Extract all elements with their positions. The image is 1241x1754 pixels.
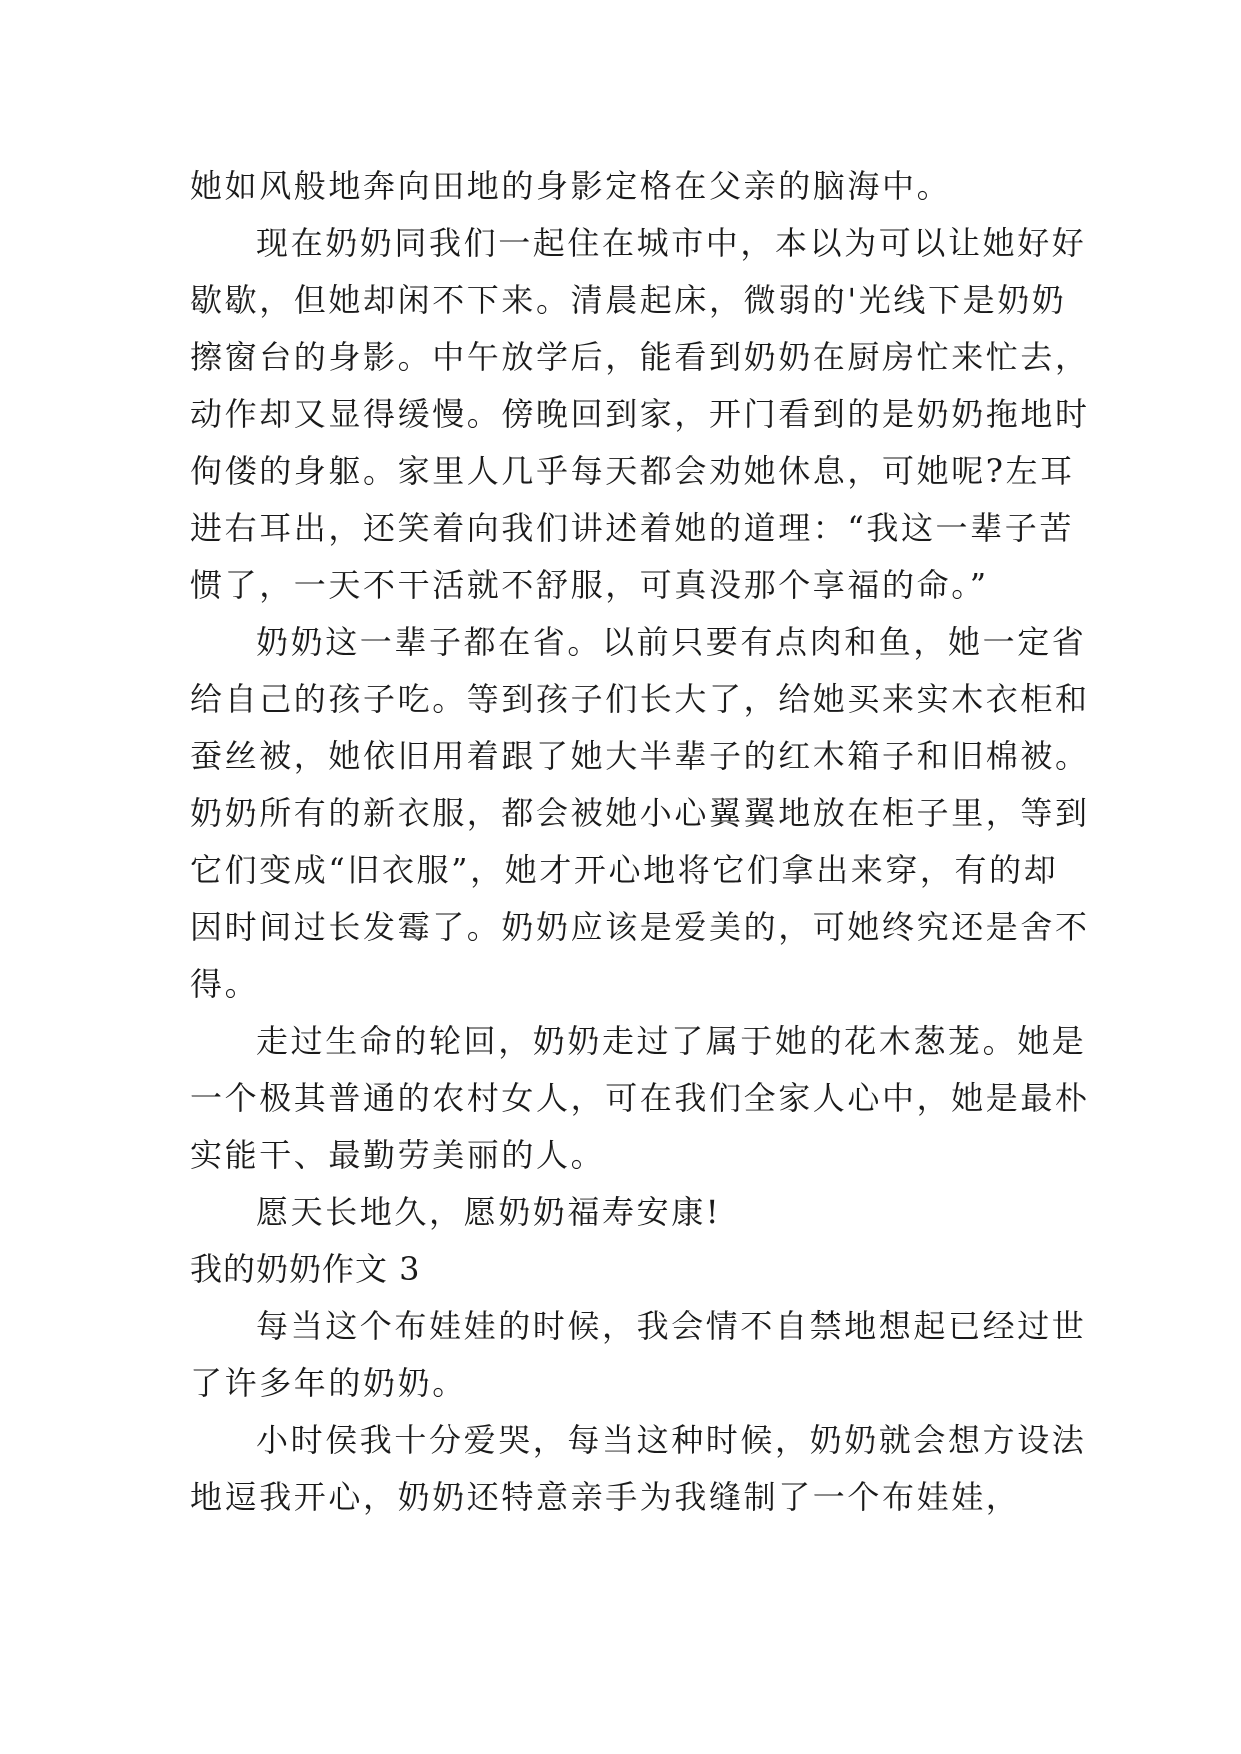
text-line: 她如风般地奔向田地的身影定格在父亲的脑海中。 <box>190 167 952 205</box>
text-line: 进右耳出，还笑着向我们讲述着她的道理：“我这一辈子苦 <box>190 509 1074 547</box>
paragraph-start-line: 现在奶奶同我们一起住在城市中，本以为可以让她好好 <box>256 224 1087 262</box>
paragraph-start-line: 小时侯我十分爱哭，每当这种时候，奶奶就会想方设法 <box>256 1421 1087 1459</box>
text-line: 蚕丝被，她依旧用着跟了她大半辈子的红木箱子和旧棉被。 <box>190 737 1090 775</box>
essay-body <box>190 158 1090 1526</box>
essay-title: 我的奶奶作文 3 <box>190 1250 421 1288</box>
text-line: 擦窗台的身影。中午放学后，能看到奶奶在厨房忙来忙去， <box>190 338 1090 376</box>
paragraph-start-line: 每当这个布娃娃的时候，我会情不自禁地想起已经过世 <box>256 1307 1087 1345</box>
text-line: 地逗我开心，奶奶还特意亲手为我缝制了一个布娃娃， <box>190 1478 1021 1516</box>
paragraph-start-line: 愿天长地久，愿奶奶福寿安康! <box>256 1193 722 1231</box>
text-line: 实能干、最勤劳美丽的人。 <box>190 1136 606 1174</box>
text-line: 佝偻的身躯。家里人几乎每天都会劝她休息，可她呢?左耳 <box>190 452 1075 490</box>
text-line: 动作却又显得缓慢。傍晚回到家，开门看到的是奶奶拖地时 <box>190 395 1090 433</box>
text-line: 给自己的孩子吃。等到孩子们长大了，给她买来实木衣柜和 <box>190 680 1090 718</box>
paragraph-start-line: 走过生命的轮回，奶奶走过了属于她的花木葱茏。她是 <box>256 1022 1087 1060</box>
text-line: 它们变成“旧衣服”，她才开心地将它们拿出来穿，有的却 <box>190 851 1059 889</box>
text-line: 歇歇，但她却闲不下来。清晨起床，微弱的'光线下是奶奶 <box>190 281 1067 319</box>
text-line: 因时间过长发霉了。奶奶应该是爱美的，可她终究还是舍不 <box>190 908 1090 946</box>
text-line: 一个极其普通的农村女人，可在我们全家人心中，她是最朴 <box>190 1079 1090 1117</box>
text-line: 得。 <box>190 965 260 1003</box>
text-line: 奶奶所有的新衣服，都会被她小心翼翼地放在柜子里，等到 <box>190 794 1090 832</box>
text-line: 了许多年的奶奶。 <box>190 1364 467 1402</box>
paragraph-start-line: 奶奶这一辈子都在省。以前只要有点肉和鱼，她一定省 <box>256 623 1087 661</box>
text-line: 惯了，一天不干活就不舒服，可真没那个享福的命。” <box>190 566 989 604</box>
